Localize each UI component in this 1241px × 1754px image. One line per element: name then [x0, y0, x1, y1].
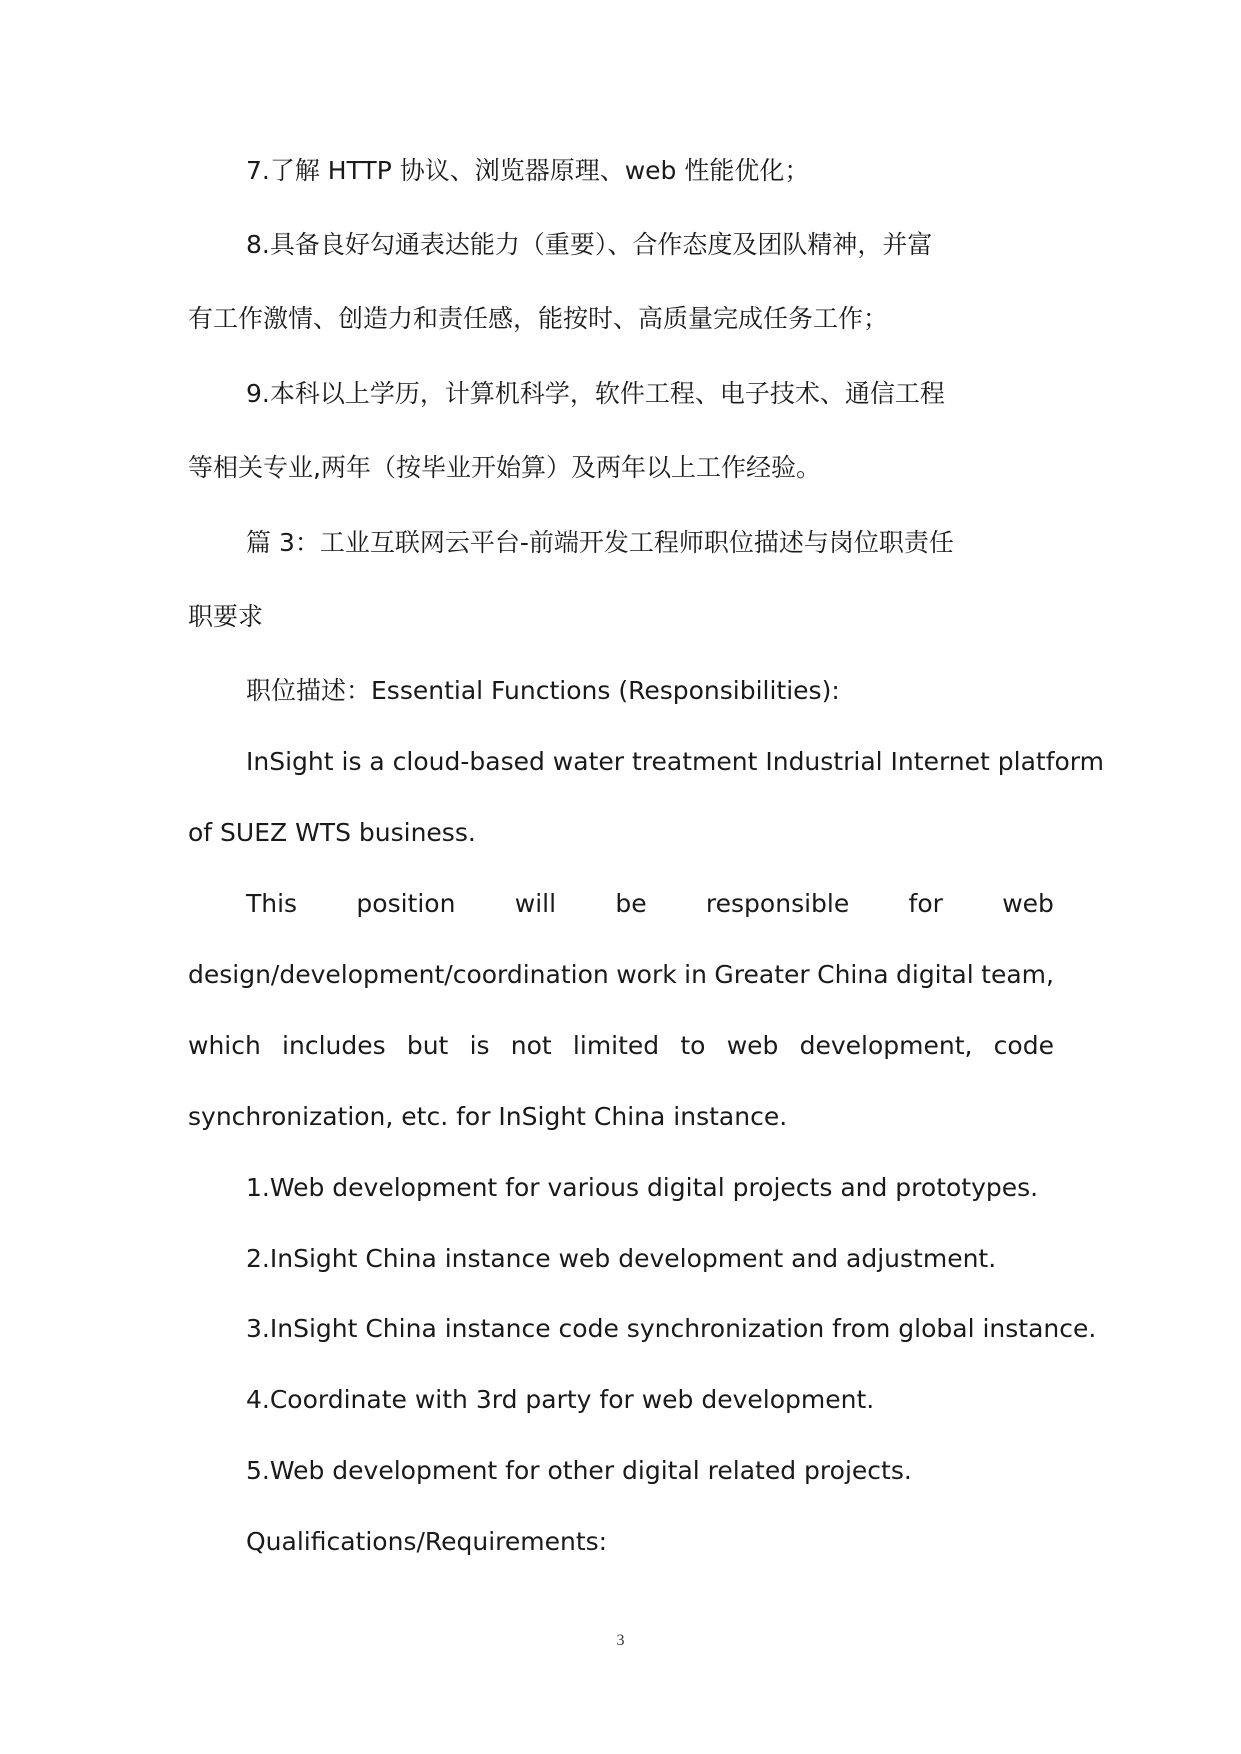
justified-line	[246, 887, 1054, 921]
word: team,	[981, 960, 1054, 989]
word: code	[993, 1031, 1054, 1060]
text-line: 8.具备良好勾通表达能力（重要）、合作态度及团队精神，并富	[246, 230, 933, 259]
text-line: synchronization, etc. for InSight China instance.	[188, 1102, 788, 1131]
list-item: 3.InSight China instance code synchronization from global instance.	[246, 1314, 1097, 1343]
list-item: 5.Web development for other digital related projects.	[246, 1456, 912, 1485]
text-line: 有工作激情、创造力和责任感，能按时、高质量完成任务工作；	[188, 304, 889, 333]
text-line: of SUEZ WTS business.	[188, 818, 476, 847]
word: web	[726, 1031, 779, 1060]
word: Greater	[714, 960, 810, 989]
word: is	[469, 1031, 490, 1060]
text-line: InSight is a cloud-based water treatment Industrial Internet platform	[246, 747, 1104, 776]
word: but	[406, 1031, 449, 1060]
list-item: 4.Coordinate with 3rd party for web development.	[246, 1385, 875, 1414]
word: limited	[572, 1031, 660, 1060]
list-item: 2.InSight China instance web development and adjustment.	[246, 1244, 997, 1273]
text-line: 9.本科以上学历，计算机科学，软件工程、电子技术、通信工程	[246, 379, 945, 408]
text-line: 7.了解 HTTP 协议、浏览器原理、web 性能优化；	[246, 156, 810, 185]
word: work	[616, 960, 677, 989]
word: position	[356, 889, 456, 918]
list-item: 1.Web development for various digital projects and prototypes.	[246, 1173, 1039, 1202]
word: design/development/coordination	[188, 960, 609, 989]
page-number: 3	[616, 1632, 625, 1649]
word: digital	[896, 960, 974, 989]
justify-container	[246, 887, 1054, 921]
word: in	[684, 960, 707, 989]
word: web	[1002, 889, 1054, 918]
justified-line	[188, 958, 1054, 992]
word: will	[514, 889, 557, 918]
word: be	[615, 889, 647, 918]
subheading: Qualifications/Requirements:	[246, 1527, 608, 1556]
justify-container	[188, 958, 1054, 992]
section-heading: 篇 3：工业互联网云平台-前端开发工程师职位描述与岗位职责任	[246, 528, 954, 557]
word: to	[680, 1031, 706, 1060]
word: China	[817, 960, 889, 989]
word: not	[510, 1031, 552, 1060]
text-line: 等相关专业,两年（按毕业开始算）及两年以上工作经验。	[188, 453, 821, 482]
text-line: 职位描述：Essential Functions (Responsibilities):	[246, 676, 840, 705]
word: development,	[799, 1031, 973, 1060]
justify-container	[188, 1029, 1054, 1063]
word: which	[188, 1031, 261, 1060]
section-heading-cont: 职要求	[188, 602, 264, 631]
word: This	[246, 889, 298, 918]
word: includes	[282, 1031, 386, 1060]
word: for	[908, 889, 943, 918]
justified-line	[188, 1029, 1054, 1063]
word: responsible	[705, 889, 850, 918]
